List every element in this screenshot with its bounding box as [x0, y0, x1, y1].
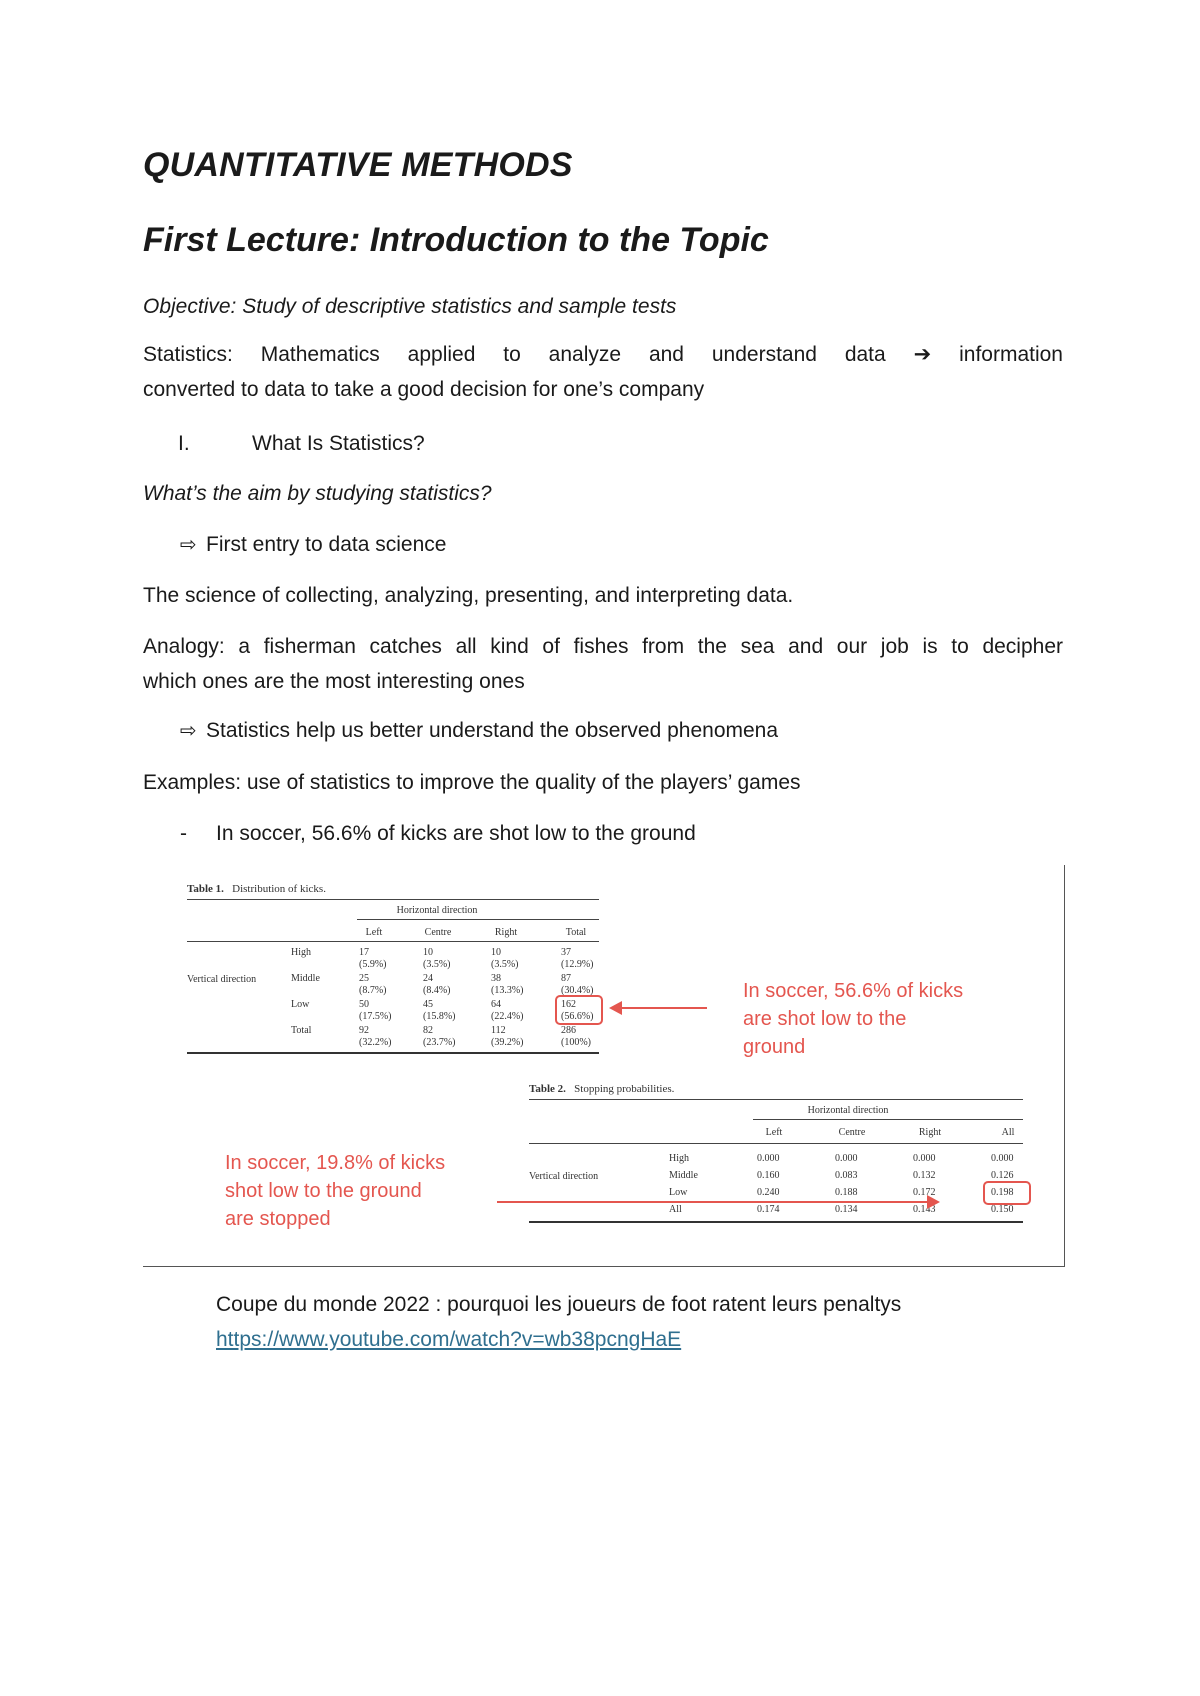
table2-cell: 0.000 [835, 1153, 858, 1164]
table2-cell: 0.188 [835, 1187, 858, 1198]
table2-cell: 0.174 [757, 1204, 780, 1215]
table2-cell: 0.134 [835, 1204, 858, 1215]
table1-cell: 10 (3.5%) [423, 947, 451, 970]
statistics-definition [143, 337, 1063, 407]
section-title: What Is Statistics? [252, 432, 425, 455]
table1-cell: 82 (23.7%) [423, 1025, 456, 1048]
table2-row-label: High [669, 1153, 689, 1164]
table2-cell: 0.000 [913, 1153, 936, 1164]
table1-top-rule [187, 899, 599, 900]
table1-row-group-label: Vertical direction [187, 974, 257, 985]
table2-row-label: Low [669, 1187, 688, 1198]
statistics-definition-line2: converted to data to take a good decision for one’s company [143, 378, 705, 401]
table1-row-label: Low [291, 999, 310, 1010]
table1-header-rule [187, 941, 599, 942]
table1-row-label: High [291, 947, 311, 958]
table2-cell: 0.000 [757, 1153, 780, 1164]
table1-bottom-rule [187, 1052, 599, 1054]
table2-row-label: All [669, 1204, 682, 1215]
annotation1-arrow-head [609, 1001, 622, 1015]
examples-text: Examples: use of statistics to improve the quality of the players’ games [143, 771, 801, 794]
table2-group-header: Horizontal direction [807, 1105, 889, 1116]
table2-row-label: Middle [669, 1170, 698, 1181]
table1-col-header: Centre [424, 927, 452, 938]
table1-group-rule [357, 919, 599, 920]
annotation1-arrow-line [621, 1007, 707, 1009]
table1-cell: 64 (22.4%) [491, 999, 524, 1022]
table2-top-rule [529, 1099, 1023, 1100]
figure-border-right [1064, 865, 1065, 1267]
table2-bottom-rule [529, 1221, 1023, 1223]
table1-col-header: Right [494, 927, 518, 938]
hollow-arrow-icon: ⇨ [180, 720, 197, 742]
analogy-conclusion-item: ⇨ Statistics help us better understand the observed phenomena [180, 713, 778, 749]
table2-col-header: Centre [838, 1127, 866, 1138]
hollow-arrow-icon: ⇨ [180, 534, 197, 556]
lecture-title: First Lecture: Introduction to the Topic [143, 221, 769, 259]
table1-cell: 92 (32.2%) [359, 1025, 392, 1048]
table1-row-label: Total [291, 1025, 312, 1036]
kicks-figure [143, 865, 1065, 1267]
table1-col-header: Total [565, 927, 587, 938]
table2-cell: 0.172 [913, 1187, 936, 1198]
bullet-item: In soccer, 56.6% of kicks are shot low to the ground [216, 822, 696, 845]
video-link[interactable]: https://www.youtube.com/watch?v=wb38pcngHaE [216, 1328, 682, 1351]
objective-text: Objective: Study of descriptive statistics and sample tests [143, 295, 677, 318]
table1-cell: 10 (3.5%) [491, 947, 519, 970]
science-definition: The science of collecting, analyzing, presenting, and interpreting data. [143, 584, 794, 607]
annotation2-text: In soccer, 19.8% of kicks shot low to the ground are stopped [225, 1152, 446, 1230]
table1-cell-highlighted: 162 (56.6%) [561, 999, 594, 1022]
table1-highlight-box [555, 995, 603, 1025]
annotation1-text: In soccer, 56.6% of kicks are shot low to the ground [743, 980, 964, 1058]
table1-cell: 87 (30.4%) [561, 973, 594, 996]
table2-cell: 0.240 [757, 1187, 780, 1198]
document-title: QUANTITATIVE METHODS [143, 146, 573, 184]
table1-cell: 112 (39.2%) [491, 1025, 524, 1048]
table2-cell: 0.000 [991, 1153, 1014, 1164]
table1-row-label: Middle [291, 973, 320, 984]
bullet-dash: - [180, 822, 187, 845]
table2-cell: 0.126 [991, 1170, 1014, 1181]
table1-cell: 50 (17.5%) [359, 999, 392, 1022]
table1-caption: Table 1. Distribution of kicks. [187, 883, 326, 895]
table2-caption: Table 2. Stopping probabilities. [529, 1083, 675, 1095]
table1-cell: 24 (8.4%) [423, 973, 451, 996]
table1-cell: 286 (100%) [561, 1025, 591, 1048]
video-title: Coupe du monde 2022 : pourquoi les joueurs de foot ratent leurs penaltys [216, 1293, 902, 1316]
table2-header-rule [529, 1143, 1023, 1144]
table1-cell: 38 (13.3%) [491, 973, 524, 996]
table1-cell: 25 (8.7%) [359, 973, 387, 996]
table2-row-group-label: Vertical direction [529, 1171, 599, 1182]
table2-cell: 0.143 [913, 1204, 936, 1215]
aim-answer-item: ⇨ First entry to data science [180, 527, 446, 563]
table1-cell: 37 (12.9%) [561, 947, 594, 970]
table2-group-rule [753, 1119, 1023, 1120]
annotation2-arrow-head [927, 1195, 940, 1209]
table2-col-header: All [1001, 1127, 1015, 1138]
table1-cell: 17 (5.9%) [359, 947, 387, 970]
table2-cell: 0.132 [913, 1170, 936, 1181]
table2-highlight-box [983, 1181, 1031, 1205]
analogy-text: Analogy: a fisherman catches all kind of fishes from the sea and our job is to decipher which ones are the most interesting ones [143, 635, 1063, 693]
table2-cell-highlighted: 0.198 [991, 1187, 1014, 1198]
table2-cell: 0.083 [835, 1170, 858, 1181]
table2-col-header: Left [765, 1127, 783, 1138]
section-number: I. [178, 432, 190, 455]
statistics-definition-line1: Statistics: Mathematics applied to analyze and understand data ➔ information [143, 343, 1063, 366]
table1-cell: 45 (15.8%) [423, 999, 456, 1022]
table2-cell: 0.160 [757, 1170, 780, 1181]
table2-col-header: Right [918, 1127, 942, 1138]
table1-col-header: Left [365, 927, 383, 938]
annotation2-arrow-line [497, 1201, 929, 1203]
table1-group-header: Horizontal direction [396, 905, 478, 916]
figure-border-bottom [143, 1266, 1065, 1267]
table2-cell: 0.150 [991, 1204, 1014, 1215]
right-arrow-icon: ➔ [913, 343, 932, 366]
aim-question: What’s the aim by studying statistics? [143, 482, 492, 505]
